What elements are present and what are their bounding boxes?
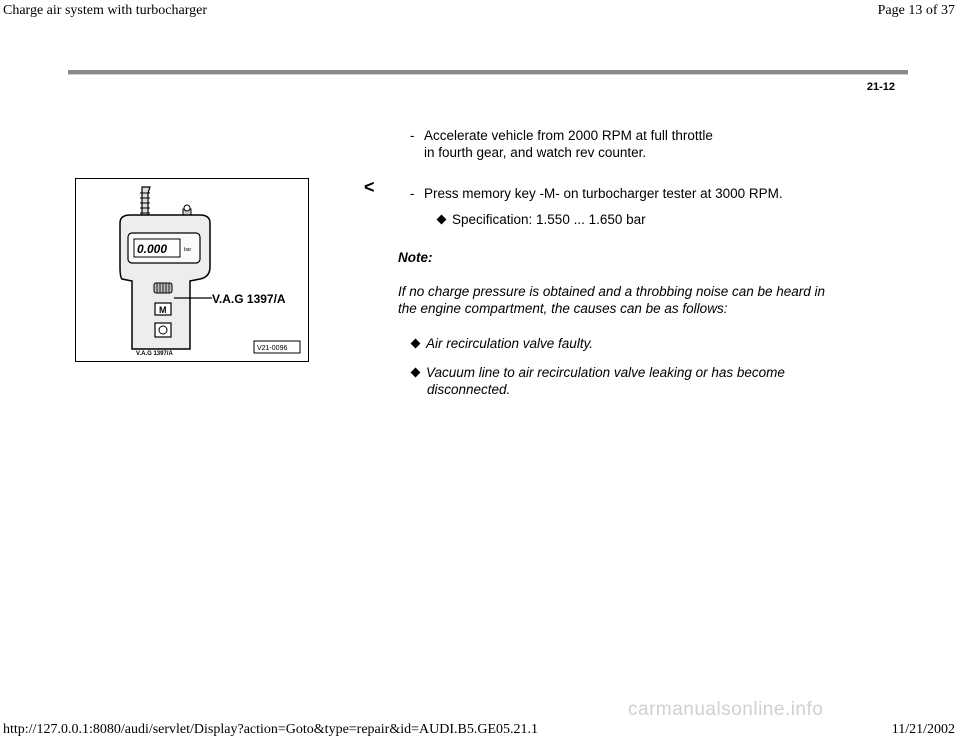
callout-label: V.A.G 1397/A	[212, 292, 286, 306]
cause-text-1: Air recirculation valve faulty.	[426, 336, 594, 351]
turbocharger-tester-drawing	[76, 179, 308, 361]
note-line-1: If no charge pressure is obtained and a throbbing noise can be heard in	[398, 284, 826, 299]
specification-item	[438, 211, 646, 228]
figure-code: V21-0096	[257, 345, 288, 352]
tester-figure	[75, 178, 309, 362]
note-title: Note:	[398, 250, 433, 265]
footer-date: 11/21/2002	[891, 722, 955, 737]
step-2-dash: -	[410, 186, 415, 201]
note-line-2: the engine compartment, the causes can be as follows:	[398, 301, 728, 316]
specification-text: Specification: 1.550 ... 1.650 bar	[452, 212, 646, 227]
base-label: V.A.G 1397/A	[136, 351, 173, 357]
page-number: 21-12	[866, 81, 895, 93]
footer-url[interactable]: http://127.0.0.1:8080/audi/servlet/Display?action=Goto&type=repair&id=AUDI.B5.GE05.21.1	[3, 722, 538, 737]
header-rule	[68, 70, 908, 75]
step-2-text: Press memory key -M- on turbocharger tester at 3000 RPM.	[424, 186, 783, 201]
display-value: 0.000	[137, 242, 168, 256]
page-indicator: Page 13 of 37	[877, 3, 955, 18]
step-1-dash: -	[410, 128, 415, 143]
cause-item-2	[412, 364, 785, 381]
cause-text-2a: Vacuum line to air recirculation valve leaking or has become	[426, 365, 785, 380]
document-title: Charge air system with turbocharger	[3, 3, 207, 18]
cause-item-1	[412, 335, 593, 352]
step-1-line-1: Accelerate vehicle from 2000 RPM at full throttle	[424, 128, 713, 143]
watermark: carmanualsonline.info	[628, 699, 824, 720]
diamond-bullet-icon	[437, 215, 447, 225]
display-unit: bar	[184, 247, 192, 253]
cause-text-2b: disconnected.	[427, 382, 511, 397]
arrow-left-icon: <	[364, 177, 375, 197]
memory-key-label: M	[159, 305, 167, 315]
step-1-line-2: in fourth gear, and watch rev counter.	[424, 145, 647, 160]
diamond-bullet-icon	[411, 368, 421, 378]
diamond-bullet-icon	[411, 339, 421, 349]
